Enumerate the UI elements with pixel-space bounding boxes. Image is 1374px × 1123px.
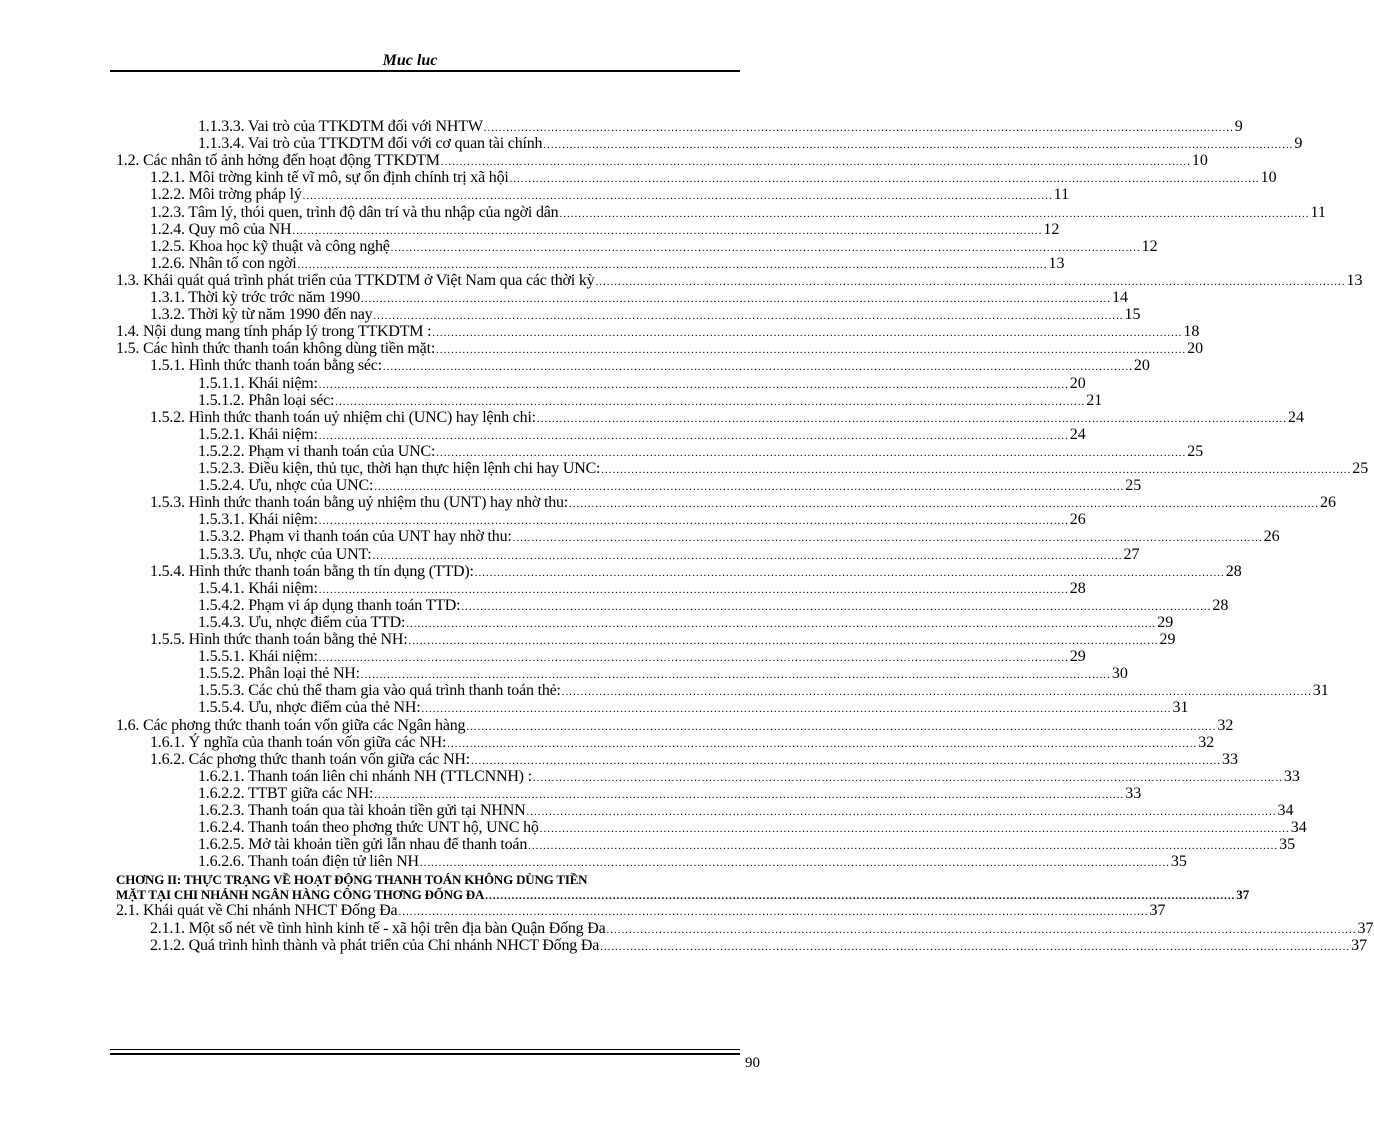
chapter-heading-line2 xyxy=(116,887,1250,903)
toc-entry-page: 13 xyxy=(1346,271,1363,289)
toc-entry xyxy=(198,477,1142,495)
toc-entry xyxy=(198,767,1300,786)
toc-entry-label: 1.6.2.2. TTBT giữa các NH: xyxy=(198,784,374,802)
toc-entry-label: 1.5.5.3. Các chủ thể tham gia vào quá trình thanh toán thẻ: xyxy=(198,682,561,700)
toc-entry-label: 1.6.2.3. Thanh toán qua tài khoản tiền gửi tại NHNN xyxy=(198,802,526,819)
toc-entry-label: 1.5.2.3. Điều kiện, thủ tục, thời hạn thực hiện lệnh chi hay UNC: xyxy=(198,460,601,477)
toc-leader-dots: ........................................................................................................................................................................................................ xyxy=(318,652,1069,665)
chapter-heading-text: MẶT TẠI CHI NHÁNH NGÂN HÀNG CÔNG THƠNG ĐỐNG ĐA xyxy=(116,887,485,903)
toc-entry xyxy=(150,289,1129,307)
toc-entry-page: 26 xyxy=(1069,511,1086,529)
toc-leader-dots: ........................................................................................................................................................................................................ xyxy=(528,840,1279,853)
toc-entry-label: 1.5. Các hình thức thanh toán không dùng tiền mặt: xyxy=(116,340,436,358)
toc-entry-page: 9 xyxy=(1234,118,1243,135)
toc-entry-label: 1.1.3.4. Vai trò của TTKDTM đối với cơ quan tài chính xyxy=(198,135,543,153)
toc-entry-page: 33 xyxy=(1125,784,1142,802)
toc-entry-label: 1.5.3. Hình thức thanh toán bằng uỷ nhiệm thu (UNT) hay nhờ thu: xyxy=(150,494,569,512)
toc-entry xyxy=(150,357,1150,375)
toc-entry-page: 24 xyxy=(1069,425,1086,443)
toc-entry-label: 1.1.3.3. Vai trò của TTKDTM đối với NHTW xyxy=(198,118,483,135)
toc-entry-label: 1.6.2. Các phơng thức thanh toán vốn giữa các NH: xyxy=(150,750,470,768)
toc-leader-dots: ........................................................................................................................................................................................................ xyxy=(526,806,1277,818)
toc-entry xyxy=(150,220,1060,239)
toc-entry xyxy=(198,528,1280,546)
toc-entry-page: 25 xyxy=(1125,477,1142,495)
toc-entry-page: 37 xyxy=(1351,936,1368,954)
toc-entry xyxy=(198,682,1329,700)
toc-entry-label: 1.5.1.2. Phân loại séc: xyxy=(198,391,335,409)
toc-entry xyxy=(150,306,1141,324)
toc-entry-page: 28 xyxy=(1069,579,1086,597)
toc-entry-label: 2.1.2. Quá trình hình thành và phát triển của Chi nhánh NHCT Đống Đa xyxy=(150,936,600,954)
toc-leader-dots: ........................................................................................................................................................................................................ xyxy=(318,429,1069,442)
toc-leader-dots: ........................................................................................................................................................................................................ xyxy=(361,293,1112,305)
toc-entry xyxy=(198,613,1174,632)
toc-entry-label: 1.5.1.1. Khái niệm: xyxy=(198,374,318,392)
toc-leader-dots: ........................................................................................................................................................................................................ xyxy=(374,788,1125,801)
toc-entry-label: 1.2.4. Quy mô của NH xyxy=(150,220,292,238)
toc-entry-page: 34 xyxy=(1277,802,1294,819)
chapter-heading-text: CHƠNG II: THỰC TRẠNG VỀ HOẠT ĐỘNG THANH TOÁN KHÔNG DÙNG TIỀN xyxy=(116,872,588,888)
toc-entry xyxy=(198,836,1296,854)
toc-entry-page: 32 xyxy=(1198,733,1215,751)
toc-entry xyxy=(198,442,1204,461)
toc-entry xyxy=(198,784,1142,803)
toc-entry-label: 1.5.3.1. Khái niệm: xyxy=(198,511,318,529)
toc-entry-page: 26 xyxy=(1320,494,1337,512)
toc-entry-page: 12 xyxy=(1043,220,1060,238)
toc-entry-page: 35 xyxy=(1279,836,1296,854)
toc-entry-label: 1.5.3.3. Ưu, nhợc của UNT: xyxy=(198,545,372,563)
toc-entry-label: 1.6.2.4. Thanh toán theo phơng thức UNT hộ, UNC hộ xyxy=(198,819,539,837)
toc-leader-dots: ........................................................................................................................................................................................................ xyxy=(543,139,1294,152)
toc-entry xyxy=(150,203,1326,222)
toc-entry-page: 29 xyxy=(1159,631,1176,648)
toc-entry-label: 1.5.2. Hình thức thanh toán uỷ nhiệm chi (UNC) hay lệnh chi: xyxy=(150,408,536,426)
toc-entry xyxy=(198,819,1307,837)
toc-entry-page: 26 xyxy=(1263,528,1280,546)
toc-entry xyxy=(198,665,1128,683)
toc-entry xyxy=(198,460,1369,478)
toc-leader-dots: ........................................................................................................................................................................................................ xyxy=(318,515,1069,528)
toc-leader-dots: ........................................................................................................................................................................................................ xyxy=(536,412,1287,425)
toc-leader-dots: ........................................................................................................................................................................................................ xyxy=(374,481,1125,494)
toc-entry-label: 1.3.2. Thời kỳ từ năm 1990 đến nay xyxy=(150,306,373,324)
toc-entry xyxy=(116,902,1166,920)
toc-entry-label: 1.2.5. Khoa học kỹ thuật và công nghệ xyxy=(150,237,390,255)
toc-entry xyxy=(150,750,1238,769)
toc-entry-label: 1.5.4. Hình thức thanh toán bằng th tín dụng (TTD): xyxy=(150,562,474,580)
toc-entry-page: 29 xyxy=(1069,648,1086,666)
toc-entry xyxy=(198,391,1103,410)
toc-leader-dots: ........................................................................................................................................................................................................ xyxy=(390,241,1141,254)
toc-entry xyxy=(150,237,1158,256)
toc-entry-page: 31 xyxy=(1312,682,1329,700)
toc-leader-dots: ........................................................................................................................................................................................................ xyxy=(532,771,1283,784)
toc-leader-dots: ........................................................................................................................................................................................................ xyxy=(432,327,1183,340)
toc-leader-dots: ........................................................................................................................................................................................................ xyxy=(569,498,1320,511)
toc-leader-dots: ........................................................................................................................................................................................................ xyxy=(436,446,1187,459)
toc-leader-dots: ........................................................................................................................................................................................................ xyxy=(372,549,1123,562)
toc-leader-dots: ........................................................................................................................................................................................................ xyxy=(509,173,1260,186)
toc-entry-page: 20 xyxy=(1187,340,1204,358)
toc-entry xyxy=(198,374,1086,393)
toc-entry-page: 30 xyxy=(1111,665,1128,683)
toc-entry-page: 13 xyxy=(1048,254,1065,272)
toc-entry xyxy=(198,596,1229,615)
toc-entry xyxy=(150,494,1337,512)
toc-entry-label: 1.2.2. Môi trờng pháp lý xyxy=(150,186,302,204)
toc-entry xyxy=(150,408,1304,427)
toc-entry-page: 25 xyxy=(1187,442,1204,460)
toc-entry xyxy=(198,135,1303,153)
page-number: 90 xyxy=(745,1055,760,1071)
chapter-heading-line1 xyxy=(116,872,768,887)
toc-entry xyxy=(116,716,1234,735)
toc-entry-label: 1.2. Các nhân tố ảnh hởng đến hoạt động TTKDTM xyxy=(116,152,440,170)
toc-leader-dots: ........................................................................................................................................................................................................ xyxy=(398,906,1149,919)
toc-entry xyxy=(116,152,1208,170)
toc-entry xyxy=(198,579,1086,598)
toc-entry-page: 21 xyxy=(1086,391,1103,409)
toc-entry-label: 1.4. Nội dung mang tính pháp lý trong TTKDTM : xyxy=(116,323,432,341)
toc-entry-page: 28 xyxy=(1225,562,1242,580)
toc-entry-label: 1.5.4.3. Ưu, nhợc điểm của TTD: xyxy=(198,613,406,631)
toc-entry-page: 10 xyxy=(1260,169,1277,187)
page-title: Muc luc xyxy=(382,52,438,69)
toc-entry-label: 2.1.1. Một số nét về tình hình kinh tế - xã hội trên địa bàn Quận Đống Đa xyxy=(150,919,606,937)
toc-entry-label: 1.2.1. Môi trờng kinh tế vĩ mô, sự ổn định chính trị xã hội xyxy=(150,169,509,187)
toc-entry-label: 1.5.2.2. Phạm vi thanh toán của UNC: xyxy=(198,442,436,460)
toc-leader-dots: ........................................................................................................................................................................................................ xyxy=(335,395,1086,408)
toc-leader-dots: ........................................................................................................................................................................................................ xyxy=(485,890,1236,903)
toc-entry-label: 1.5.3.2. Phạm vi thanh toán của UNT hay nhờ thu: xyxy=(198,528,512,546)
toc-entry-page: 11 xyxy=(1310,203,1326,221)
toc-entry-label: 1.5.4.1. Khái niệm: xyxy=(198,579,318,597)
toc-entry xyxy=(150,631,1176,649)
toc-leader-dots: ........................................................................................................................................................................................................ xyxy=(483,122,1234,134)
toc-entry-label: 1.2.3. Tâm lý, thói quen, trình độ dân trí và thu nhập của ngời dân xyxy=(150,203,559,221)
toc-entry-label: 1.6.2.5. Mở tài khoản tiền gửi lẫn nhau để thanh toán xyxy=(198,836,528,854)
toc-entry-label: 1.5.5.4. Ưu, nhợc điểm của thẻ NH: xyxy=(198,699,421,717)
toc-entry-label: 1.5.5. Hình thức thanh toán bằng thẻ NH: xyxy=(150,631,408,648)
toc-entry-page: 18 xyxy=(1183,323,1200,341)
toc-entry xyxy=(150,919,1374,938)
toc-entry-page: 25 xyxy=(1352,460,1369,477)
toc-entry xyxy=(150,562,1242,581)
toc-entry-label: 1.3.1. Thời kỳ trớc trớc năm 1990 xyxy=(150,289,361,306)
toc-leader-dots: ........................................................................................................................................................................................................ xyxy=(447,737,1198,750)
toc-entry-label: 1.5.2.1. Khái niệm: xyxy=(198,425,318,443)
toc-entry-page: 35 xyxy=(1170,853,1187,871)
toc-entry-label: 1.5.1. Hình thức thanh toán bằng séc: xyxy=(150,357,382,375)
toc-entry-label: 1.6.2.1. Thanh toán liên chi nhánh NH (TTLCNNH) : xyxy=(198,767,532,785)
toc-entry-page: 12 xyxy=(1141,237,1158,255)
toc-entry-page: 33 xyxy=(1221,750,1238,768)
toc-leader-dots: ........................................................................................................................................................................................................ xyxy=(419,857,1170,870)
toc-leader-dots: ........................................................................................................................................................................................................ xyxy=(466,720,1217,733)
toc-leader-dots: ........................................................................................................................................................................................................ xyxy=(292,224,1043,237)
toc-entry-label: 1.5.5.1. Khái niệm: xyxy=(198,648,318,666)
toc-entry xyxy=(150,733,1215,752)
toc-leader-dots: ........................................................................................................................................................................................................ xyxy=(461,600,1212,613)
toc-leader-dots: ........................................................................................................................................................................................................ xyxy=(406,617,1157,630)
toc-entry-label: 1.6.2.6. Thanh toán điện tử liên NH xyxy=(198,853,419,871)
footer-rule-thick xyxy=(110,1053,740,1055)
toc-leader-dots: ........................................................................................................................................................................................................ xyxy=(302,190,1053,203)
toc-entry-page: 20 xyxy=(1069,374,1086,392)
toc-entry xyxy=(198,853,1187,871)
toc-leader-dots: ........................................................................................................................................................................................................ xyxy=(318,378,1069,391)
toc-entry-page: 11 xyxy=(1053,186,1070,204)
toc-entry xyxy=(198,511,1086,529)
toc-entry xyxy=(198,699,1189,717)
toc-entry xyxy=(198,648,1086,666)
toc-entry-page: 34 xyxy=(1290,819,1307,837)
toc-leader-dots: ........................................................................................................................................................................................................ xyxy=(559,207,1310,220)
toc-entry-label: 1.2.6. Nhân tố con ngời xyxy=(150,254,297,272)
toc-entry-page: 14 xyxy=(1112,289,1129,306)
toc-entry-page: 9 xyxy=(1294,135,1303,153)
toc-leader-dots: ........................................................................................................................................................................................................ xyxy=(512,532,1263,545)
toc-entry-page: 20 xyxy=(1133,357,1150,375)
toc-entry-label: 1.5.2.4. Ưu, nhợc của UNC: xyxy=(198,477,374,495)
chapter-heading-page: 37 xyxy=(1236,887,1250,903)
toc-entry-page: 37 xyxy=(1149,902,1166,920)
toc-leader-dots: ........................................................................................................................................................................................................ xyxy=(601,464,1352,476)
toc-entry-page: 10 xyxy=(1191,152,1208,170)
toc-entry-label: 1.5.4.2. Phạm vi áp dụng thanh toán TTD: xyxy=(198,596,461,614)
toc-entry-page: 29 xyxy=(1157,613,1174,631)
toc-leader-dots: ........................................................................................................................................................................................................ xyxy=(382,361,1133,374)
toc-entry xyxy=(198,802,1294,820)
toc-entry-page: 24 xyxy=(1287,408,1304,426)
toc-leader-dots: ........................................................................................................................................................................................................ xyxy=(360,669,1111,682)
footer-rule xyxy=(110,1049,740,1050)
toc-entry xyxy=(116,340,1204,358)
toc-leader-dots: ........................................................................................................................................................................................................ xyxy=(470,754,1221,767)
toc-entry-page: 28 xyxy=(1212,596,1229,614)
toc-entry xyxy=(150,936,1368,955)
toc-entry-page: 37 xyxy=(1357,919,1374,937)
toc-leader-dots: ........................................................................................................................................................................................................ xyxy=(474,566,1225,579)
toc-entry xyxy=(198,545,1140,564)
toc-entry xyxy=(150,169,1277,187)
toc-entry xyxy=(150,186,1070,204)
toc-entry-label: 2.1. Khái quát về Chi nhánh NHCT Đống Đa xyxy=(116,902,398,920)
toc-leader-dots: ........................................................................................................................................................................................................ xyxy=(436,344,1187,357)
toc-entry-page: 32 xyxy=(1217,716,1234,734)
toc-leader-dots: ........................................................................................................................................................................................................ xyxy=(421,703,1172,716)
toc-leader-dots: ........................................................................................................................................................................................................ xyxy=(440,156,1191,169)
toc-leader-dots: ........................................................................................................................................................................................................ xyxy=(561,686,1312,699)
toc-leader-dots: ........................................................................................................................................................................................................ xyxy=(600,940,1351,953)
toc-entry-label: 1.6. Các phơng thức thanh toán vốn giữa các Ngân hàng xyxy=(116,716,466,734)
toc-leader-dots: ........................................................................................................................................................................................................ xyxy=(318,583,1069,596)
toc-entry xyxy=(198,118,1243,136)
toc-entry xyxy=(198,425,1086,444)
toc-leader-dots: ........................................................................................................................................................................................................ xyxy=(408,635,1159,647)
toc-entry-label: 1.6.1. Ý nghĩa của thanh toán vốn giữa các NH: xyxy=(150,733,447,751)
toc-entry xyxy=(116,323,1200,341)
toc-leader-dots: ........................................................................................................................................................................................................ xyxy=(606,923,1357,936)
toc-entry-page: 15 xyxy=(1124,306,1141,324)
toc-entry-label: 1.5.5.2. Phân loại thẻ NH: xyxy=(198,665,360,683)
toc-entry xyxy=(150,254,1065,273)
toc-leader-dots: ........................................................................................................................................................................................................ xyxy=(539,823,1290,836)
toc-leader-dots: ........................................................................................................................................................................................................ xyxy=(595,275,1346,288)
toc-leader-dots: ........................................................................................................................................................................................................ xyxy=(297,258,1048,271)
toc-entry xyxy=(116,271,1363,290)
toc-leader-dots: ........................................................................................................................................................................................................ xyxy=(373,310,1124,323)
toc-entry-page: 27 xyxy=(1123,545,1140,563)
toc-entry-label: 1.3. Khái quát quá trình phát triển của TTKDTM ở Việt Nam qua các thời kỳ xyxy=(116,271,595,289)
toc-entry-page: 31 xyxy=(1172,699,1189,717)
header-rule xyxy=(110,70,740,72)
toc-entry-page: 33 xyxy=(1283,767,1300,785)
